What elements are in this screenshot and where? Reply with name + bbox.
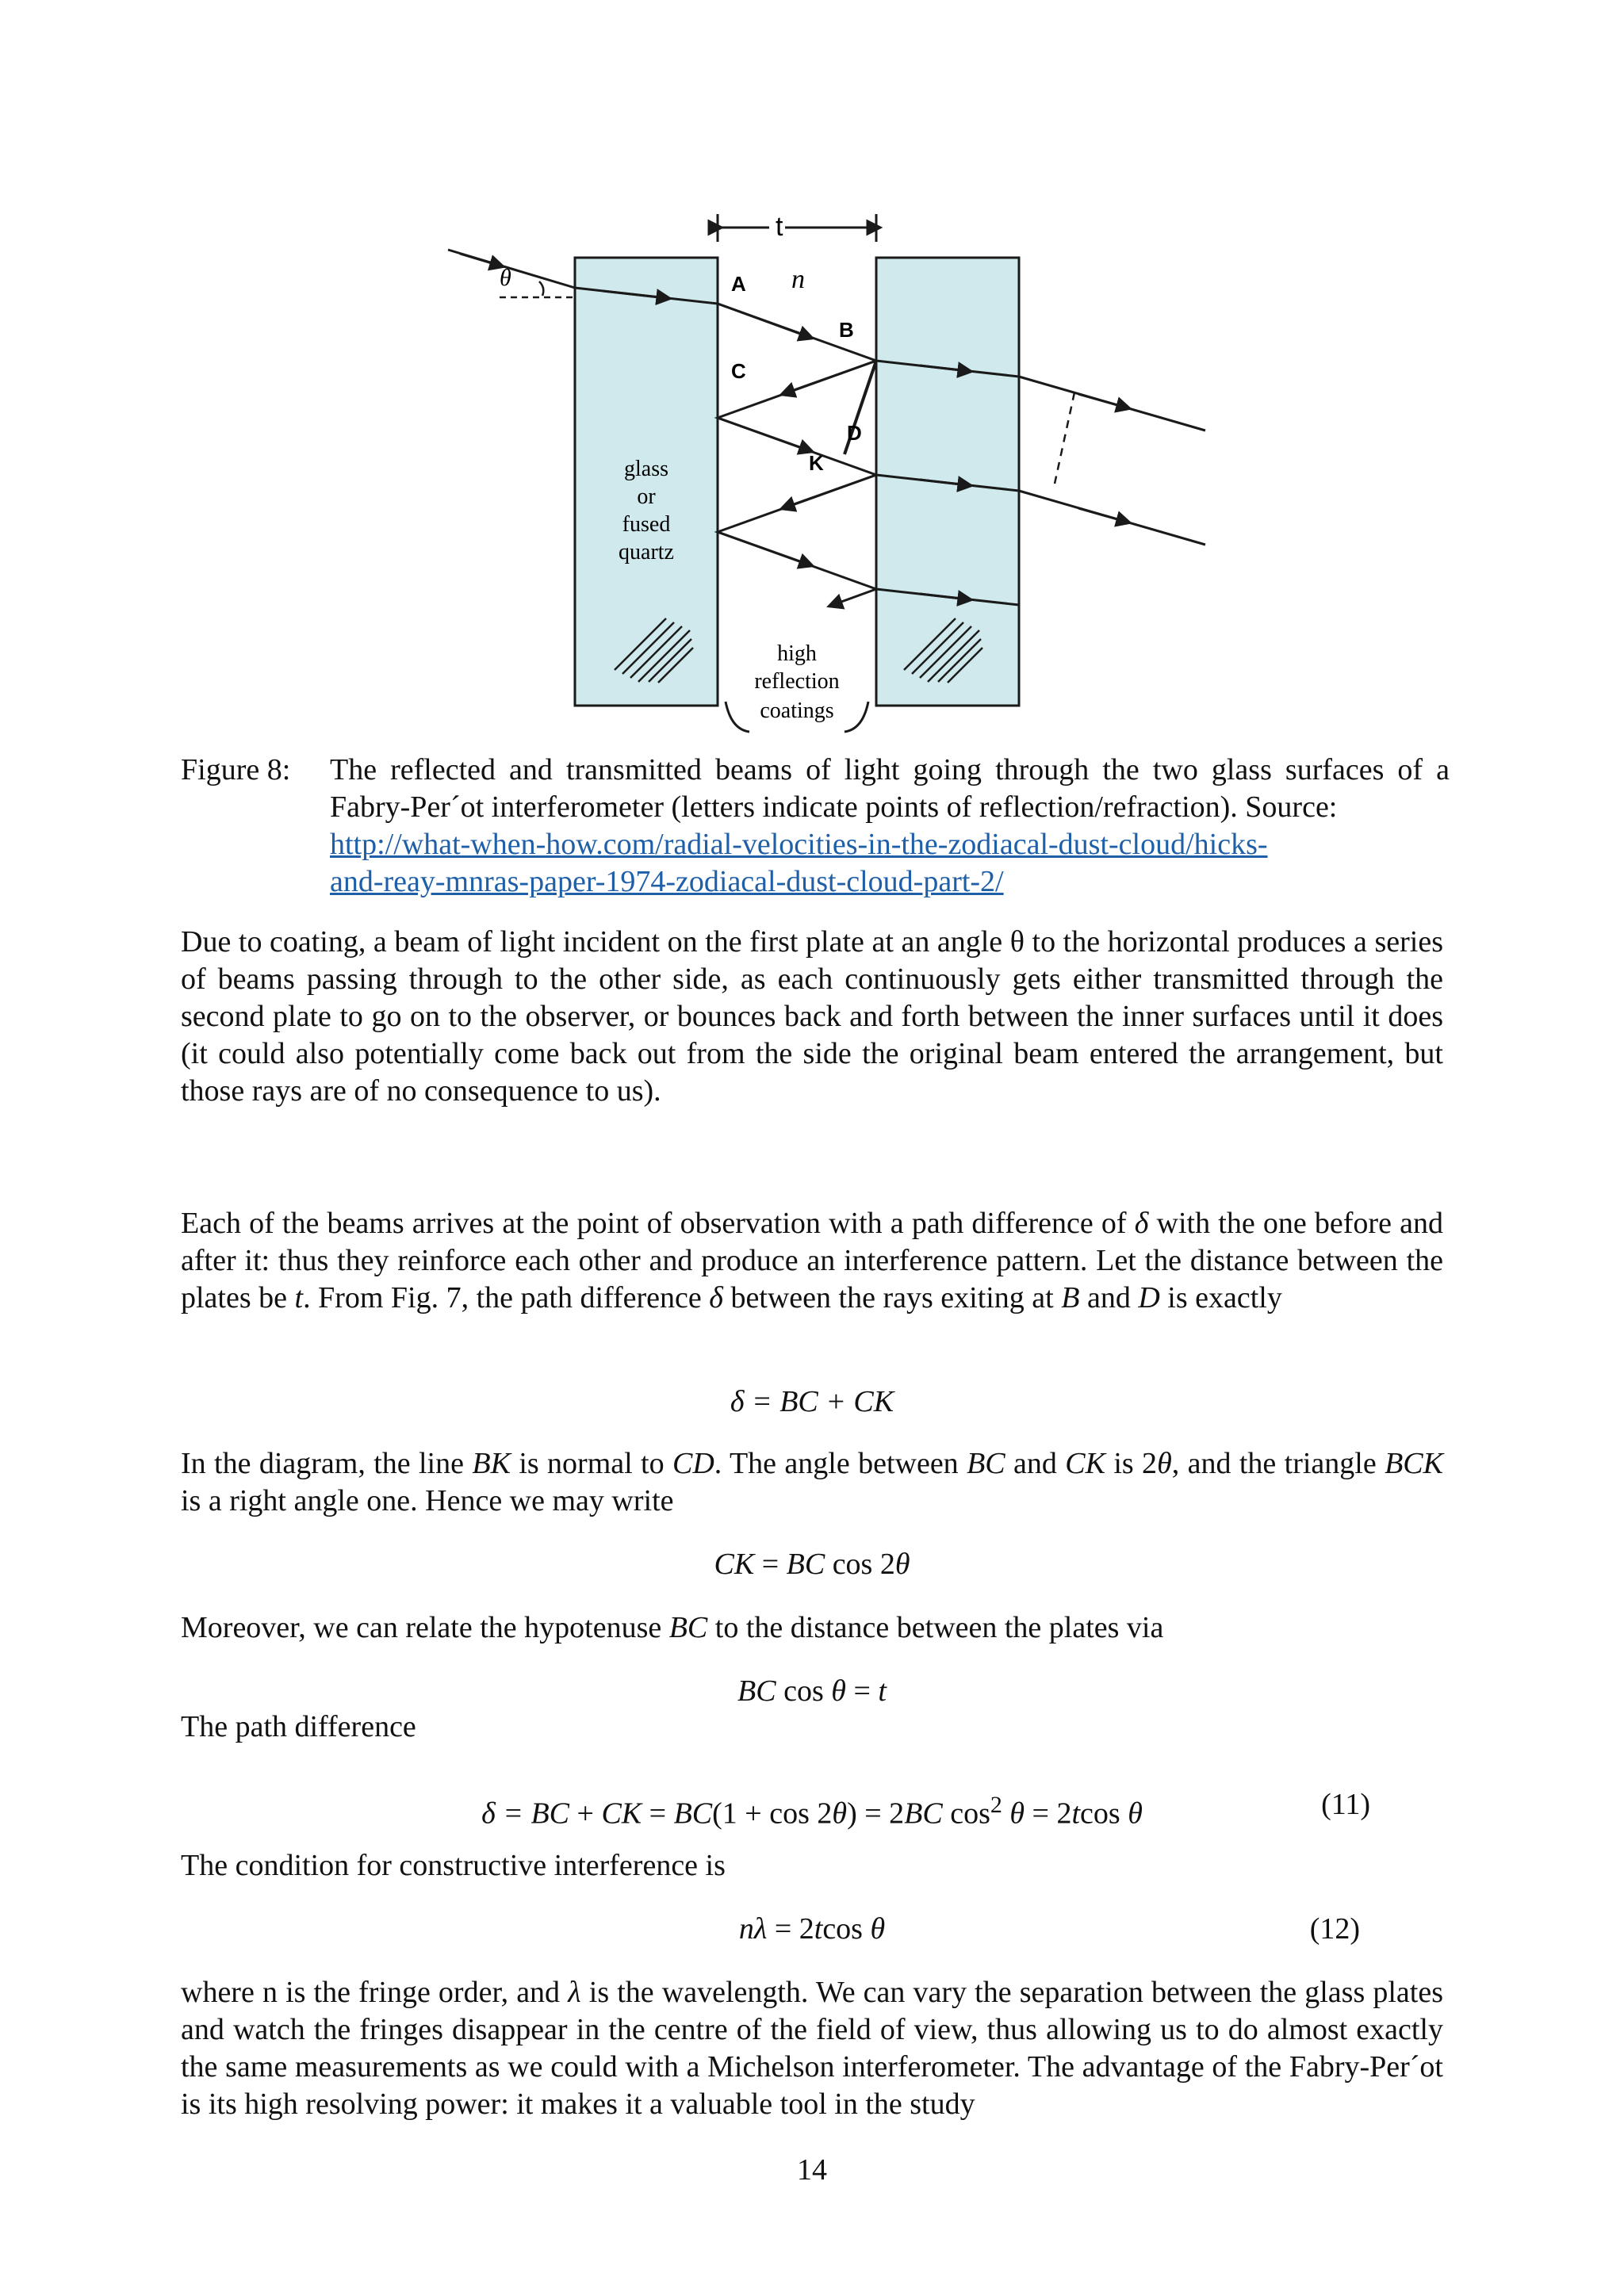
- label-theta: θ: [500, 265, 511, 291]
- eq4-bc2: BC: [673, 1797, 713, 1831]
- eq1-text: δ = BC + CK: [730, 1385, 894, 1418]
- eq4-theta: θ: [832, 1797, 848, 1831]
- p4-BC: BC: [668, 1611, 708, 1644]
- p4-text-a: Moreover, we can relate the hypotenuse: [181, 1611, 669, 1644]
- p2-text-a: Each of the beams arrives at the point of observation with a path difference of: [181, 1207, 1135, 1240]
- label-d: D: [847, 421, 862, 445]
- eq2-mid: =: [754, 1548, 787, 1581]
- p2-delta2: δ: [709, 1281, 723, 1314]
- eq5-n-lambda: nλ: [738, 1912, 768, 1946]
- p7-lambda: λ: [568, 1976, 581, 2009]
- glass-label-3: fused: [622, 512, 671, 537]
- p2-B: B: [1061, 1281, 1080, 1314]
- eq2-lhs: CK: [714, 1548, 755, 1581]
- p3-text-b: is normal to: [510, 1447, 672, 1480]
- eq3-eq: =: [845, 1674, 879, 1708]
- eq2-bc: BC: [786, 1548, 825, 1581]
- p2-text-b: with the one before and after it: thus they reinforce each other and produce an interference pattern. Let the distance between the plates be: [181, 1207, 1443, 1314]
- equation-1: [181, 1383, 1443, 1421]
- eq4-paren: (1 + cos 2: [712, 1797, 833, 1831]
- equation-2: [181, 1546, 1443, 1583]
- p3-text-e: is 2: [1105, 1447, 1158, 1480]
- eq4-theta3: θ: [1128, 1797, 1143, 1831]
- eq3-t: t: [878, 1674, 887, 1708]
- coatings-label-3: coatings: [760, 698, 834, 723]
- paragraph-1: Due to coating, a beam of light incident on the first plate at an angle θ to the horizontal produces a series of beams passing through to the other side, as each continuously gets either transmitted through the second plate to go on to the observer, or bounces back and forth between the inner surfaces until it does (it could also potentially come back out from the side the original beam entered the arrangement, but those rays are of no consequence to us).: [181, 925, 1443, 1108]
- wavefront-dashed: [1055, 392, 1074, 484]
- p3-BK: BK: [472, 1447, 511, 1480]
- eq4-eq: =: [642, 1797, 674, 1831]
- p3-text-g: is a right angle one. Hence we may write: [181, 1484, 674, 1517]
- eq2-theta: θ: [894, 1548, 910, 1581]
- glass-label-4: quartz: [619, 540, 674, 564]
- equation-12: [181, 1911, 1443, 1948]
- p3-text-c: . The angle between: [714, 1447, 967, 1480]
- p2-text-e: and: [1079, 1281, 1139, 1314]
- eq4-bc: BC: [530, 1797, 569, 1831]
- eq3-bc: BC: [737, 1674, 776, 1708]
- eq4-bc3: BC: [904, 1797, 943, 1831]
- label-n: n: [791, 265, 805, 294]
- eq4-t: t: [1071, 1797, 1081, 1831]
- p2-delta: δ: [1134, 1207, 1149, 1240]
- eq5-theta: θ: [870, 1912, 886, 1946]
- coating-brace-right: [845, 702, 868, 732]
- paragraph-2: [181, 1205, 1443, 1317]
- eq4-cos2: cos: [1080, 1797, 1128, 1831]
- p4-text-b: to the distance between the plates via: [707, 1611, 1164, 1644]
- paragraph-4: [181, 1609, 1443, 1647]
- p2-text-d: between the rays exiting at: [722, 1281, 1062, 1314]
- equation-3: [181, 1673, 1443, 1710]
- eq5-cos: cos: [822, 1912, 871, 1946]
- label-b: B: [839, 318, 854, 342]
- paragraph-3: [181, 1445, 1443, 1520]
- eq4-close: ) = 2: [847, 1797, 905, 1831]
- glass-label-2: or: [637, 484, 656, 509]
- p3-BC: BC: [967, 1447, 1005, 1480]
- glass-label-1: glass: [624, 457, 668, 481]
- coatings-label-1: high: [777, 641, 817, 666]
- paragraph-7: [181, 1974, 1443, 2123]
- coatings-label-2: reflection: [754, 669, 840, 694]
- eq4-plus: +: [569, 1797, 602, 1831]
- caption-link-2[interactable]: and-reay-mnras-paper-1974-zodiacal-dust-cloud-part-2/: [330, 865, 1004, 898]
- equation-number-11: (11): [1321, 1788, 1370, 1821]
- label-c: C: [731, 359, 746, 383]
- label-k: K: [809, 451, 824, 475]
- eq4-ck: CK: [601, 1797, 642, 1831]
- p3-theta: θ: [1157, 1447, 1172, 1480]
- caption-link-1[interactable]: http://what-when-how.com/radial-velocities-in-the-zodiacal-dust-cloud/hicks-: [330, 828, 1268, 861]
- eq2-rest: cos 2: [825, 1548, 895, 1581]
- p3-CD: CD: [672, 1447, 714, 1480]
- label-a: A: [731, 272, 746, 296]
- paragraph-6: The condition for constructive interference is: [181, 1849, 726, 1882]
- p7-text-a: where n is the fringe order, and: [181, 1976, 569, 2009]
- p7-text-b: is the wavelength. We can vary the separation between the glass plates and watch the fringes disappear in the centre of the field of view, thus allowing us to do almost exactly the same measurements as we could with a Michelson interferometer. The advantage of the Fabry-Per´ot is its high resolving power: it makes it a valuable tool in the study: [181, 1976, 1443, 2121]
- p2-text-c: . From Fig. 7, the path difference: [303, 1281, 710, 1314]
- p3-CK: CK: [1065, 1447, 1105, 1480]
- caption-body: [330, 752, 1450, 901]
- p3-text-a: In the diagram, the line: [181, 1447, 473, 1480]
- p3-text-f: , and the triangle: [1171, 1447, 1385, 1480]
- eq4-delta: δ =: [481, 1797, 531, 1831]
- p2-t: t: [294, 1281, 304, 1314]
- p3-text-d: and: [1005, 1447, 1066, 1480]
- p2-D: D: [1138, 1281, 1160, 1314]
- caption-text: The reflected and transmitted beams of light going through the two glass surfaces of a Fabry-Per´ot interferometer (letters indicate points of reflection/refraction). Source:: [330, 753, 1450, 824]
- eq5-eq: = 2: [767, 1912, 814, 1946]
- coating-brace-left: [726, 702, 749, 732]
- eq4-sup: 2: [990, 1792, 1002, 1818]
- eq4-eq2: = 2: [1025, 1797, 1072, 1831]
- eq5-t: t: [814, 1912, 823, 1946]
- eq3-rest: cos: [776, 1674, 832, 1708]
- page-number: 14: [797, 2153, 827, 2187]
- equation-number-12: (12): [1309, 1912, 1360, 1946]
- eq4-theta2: θ: [1002, 1797, 1025, 1831]
- equation-11: [181, 1786, 1443, 1833]
- eq4-cos: cos: [942, 1797, 990, 1831]
- paragraph-5: The path difference: [181, 1710, 416, 1743]
- p2-text-f: is exactly: [1159, 1281, 1282, 1314]
- diagram-svg: [444, 202, 1221, 749]
- eq3-theta: θ: [831, 1674, 846, 1708]
- caption-lead: Figure 8:: [181, 753, 291, 786]
- p3-BCK: BCK: [1385, 1447, 1443, 1480]
- label-t: t: [776, 212, 783, 242]
- fabry-perot-diagram: [444, 202, 1221, 749]
